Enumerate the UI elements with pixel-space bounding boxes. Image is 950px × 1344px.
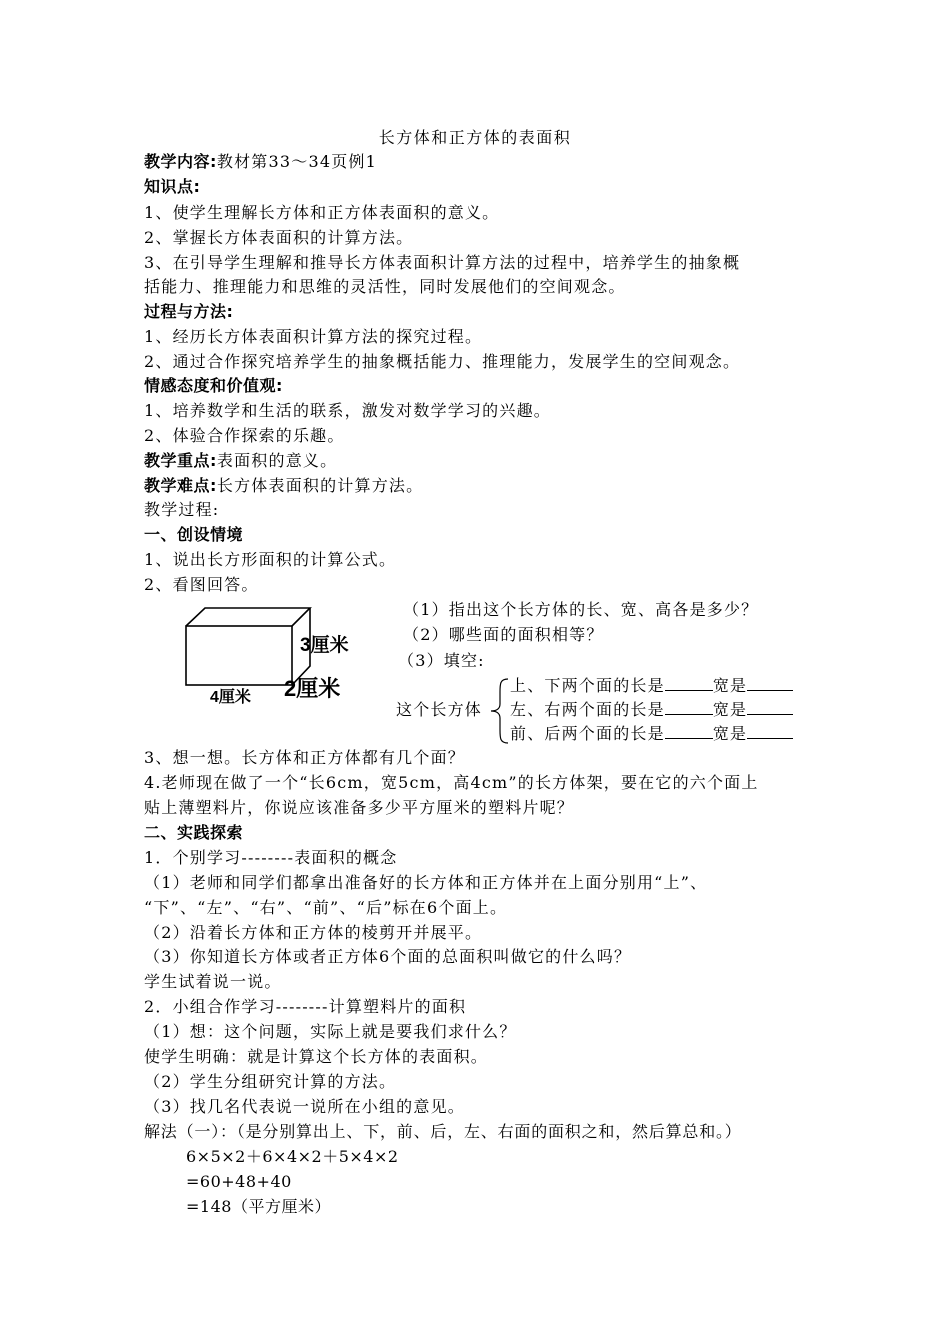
knowledge-item: 1、使学生理解长方体和正方体表面积的意义。 (144, 203, 500, 222)
section1-item: 3、想一想。长方体和正方体都有几个面？ (144, 748, 465, 767)
length-blank[interactable] (665, 722, 713, 739)
emotion-item: 2、体验合作探索的乐趣。 (144, 426, 345, 445)
section2-line: 1．个别学习--------表面积的概念 (144, 848, 398, 867)
section2-line: 学生试着说一说。 (144, 972, 282, 991)
difficulty-text: 长方体表面积的计算方法。 (216, 476, 424, 495)
section2-line: （3）你知道长方体或者正方体6个面的总面积叫做它的什么吗？ (144, 947, 632, 966)
width-label: 2厘米 (284, 676, 341, 701)
fill-row-label: 上、下两个面的长是 (510, 676, 665, 695)
section2-line: 使学生明确：就是计算这个长方体的表面积。 (144, 1047, 489, 1066)
fill-width-label: 宽是 (712, 700, 748, 719)
section2-line: 2．小组合作学习--------计算塑料片的面积 (144, 997, 467, 1016)
page-title: 长方体和正方体的表面积 (378, 128, 572, 147)
fill-row-label: 左、右两个面的长是 (510, 700, 665, 719)
process-method-item: 2、通过合作探究培养学生的抽象概括能力、推理能力，发展学生的空间观念。 (144, 352, 741, 371)
section2-heading: 二、实践探索 (144, 823, 244, 842)
section2-line: （3）找几名代表说一说所在小组的意见。 (144, 1097, 465, 1116)
question-item: （3）填空: (398, 651, 485, 670)
knowledge-item: 3、在引导学生理解和推导长方体表面积计算方法的过程中，培养学生的抽象概 (144, 253, 741, 272)
section1-item: 4.老师现在做了一个“长6cm，宽5cm，高4cm”的长方体架，要在它的六个面上 (144, 773, 759, 792)
width-blank[interactable] (747, 698, 793, 715)
calc-line: 6×5×2＋6×4×2＋5×4×2 (186, 1147, 399, 1166)
teaching-content (144, 150, 377, 174)
length-label: 4厘米 (210, 689, 251, 706)
width-blank[interactable] (747, 674, 793, 691)
question-item: （1）指出这个长方体的长、宽、高各是多少？ (403, 600, 759, 619)
cuboid-figure (180, 600, 370, 710)
section2-line: 解法（一）：（是分别算出上、下，前、后，左、右面的面积之和，然后算总和。） (144, 1122, 742, 1141)
brace-icon (488, 676, 510, 746)
fill-row (510, 674, 793, 698)
section2-line: （1）想：这个问题，实际上就是要我们求什么？ (144, 1022, 517, 1041)
emotion-heading: 情感态度和价值观: (144, 376, 283, 395)
knowledge-item: 2、掌握长方体表面积的计算方法。 (144, 228, 414, 247)
fill-lead: 这个长方体 (396, 700, 483, 719)
process-method-item: 1、经历长方体表面积计算方法的探究过程。 (144, 327, 483, 346)
difficulty (144, 474, 423, 498)
section1-item: 2、看图回答。 (144, 575, 259, 594)
length-blank[interactable] (665, 674, 713, 691)
section2-line: （1）老师和同学们都拿出准备好的长方体和正方体并在上面分别用“上”、 (144, 873, 708, 892)
difficulty-label: 教学难点: (144, 476, 217, 495)
section1-item: 1、说出长方形面积的计算公式。 (144, 550, 397, 569)
key-point-label: 教学重点: (144, 451, 217, 470)
fill-width-label: 宽是 (712, 724, 748, 743)
section2-line: “下”、“左”、“右”、“前”、“后”标在6个面上。 (144, 898, 508, 917)
question-item: （2）哪些面的面积相等？ (403, 625, 604, 644)
fill-row (510, 698, 793, 722)
key-point-text: 表面积的意义。 (216, 451, 338, 470)
cuboid-front-face (186, 626, 292, 685)
calc-line: =60+48+40 (186, 1172, 292, 1191)
emotion-item: 1、培养数学和生活的联系，激发对数学学习的兴趣。 (144, 401, 551, 420)
height-label: 3厘米 (300, 635, 349, 656)
teaching-content-text: 教材第33～34页例1 (216, 152, 378, 171)
fill-row-label: 前、后两个面的长是 (510, 724, 665, 743)
process-label: 教学过程: (144, 500, 220, 519)
section2-line: （2）学生分组研究计算的方法。 (144, 1072, 397, 1091)
process-method-heading: 过程与方法: (144, 302, 234, 321)
key-point (144, 449, 337, 473)
length-blank[interactable] (665, 698, 713, 715)
fill-row (510, 722, 793, 746)
cuboid-top-face (186, 608, 310, 626)
section1-heading: 一、创设情境 (144, 525, 244, 544)
section1-item: 贴上薄塑料片，你说应该准备多少平方厘米的塑料片呢？ (144, 798, 575, 817)
fill-width-label: 宽是 (712, 676, 748, 695)
calc-line: =148（平方厘米） (186, 1197, 331, 1216)
knowledge-heading: 知识点: (144, 177, 201, 196)
width-blank[interactable] (747, 722, 793, 739)
section2-line: （2）沿着长方体和正方体的棱剪开并展平。 (144, 923, 483, 942)
teaching-content-label: 教学内容: (144, 152, 217, 171)
knowledge-item: 括能力、推理能力和思维的灵活性，同时发展他们的空间观念。 (144, 277, 626, 296)
